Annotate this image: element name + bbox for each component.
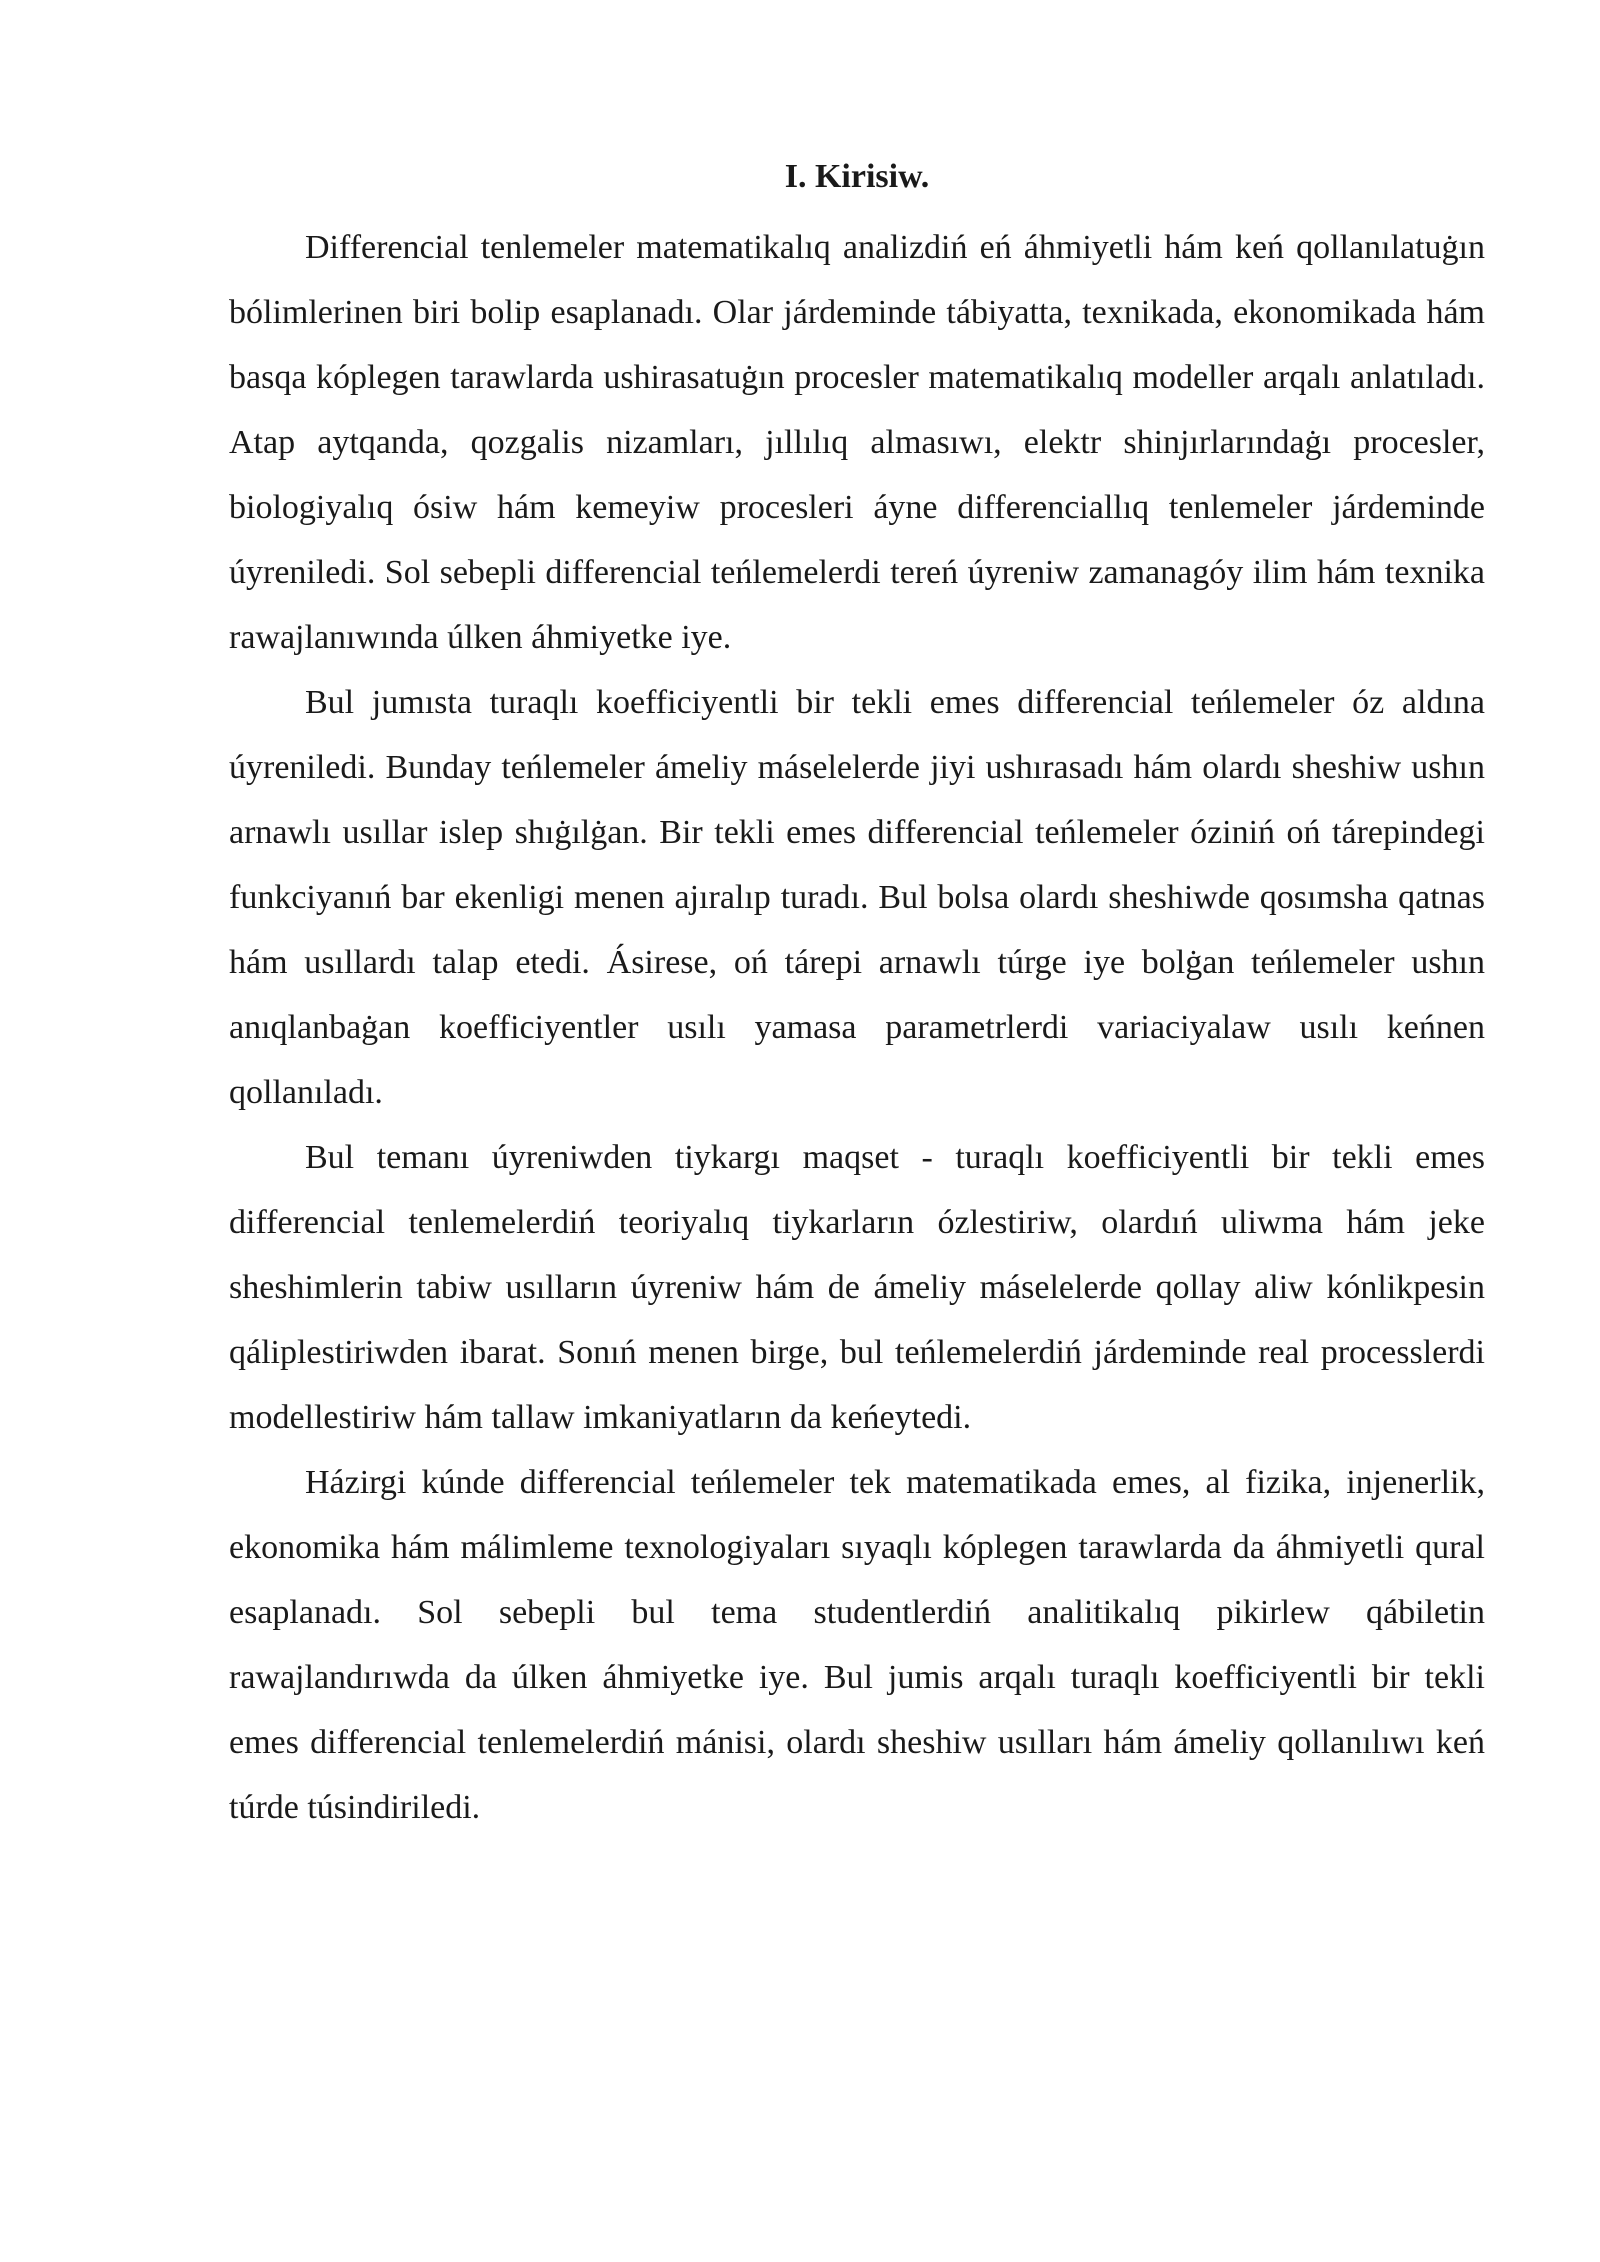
paragraph-4: Házirgi kúnde differencial teńlemeler tek matematikada emes, al fizika, injenerlik, ekonomika hám málimleme texnologiyaları sıyaqlı kóplegen tarawlarda da áhmiyetli qural esaplanadı. Sol sebepli bul tema studentlerdiń analitikalıq pikirlew qábiletin rawajlandırıwda da úlken áhmiyetke iye. Bul jumis arqalı turaqlı koefficiyentli bir tekli emes differencial tenlemelerdiń mánisi, olardı sheshiw usılları hám ámeliy qollanılıwı keń túrde túsindiriledi. xyxy=(229,1464,1485,1826)
paragraph-1: Differencial tenlemeler matematikalıq analizdiń eń áhmiyetli hám keń qollanılatuġın bólimlerinen biri bolip esaplanadı. Olar járdeminde tábiyatta, texnikada, ekonomikada hám basqa kóplegen tarawlarda ushirasatuġın procesler matematikalıq modeller arqalı anlatıladı. Atap aytqanda, qozgalis nizamları, jıllılıq almasıwı, elektr shinjırlarındaġı procesler, biologiyalıq ósiw hám kemeyiw procesleri áyne differenciallıq tenlemeler járdeminde úyreniledi. Sol sebepli differencial teńlemelerdi tereń úyreniw zamanagóy ilim hám texnika rawajlanıwında úlken áhmiyetke iye. xyxy=(229,229,1485,656)
document-page xyxy=(229,150,1485,1840)
section-title: I. Kirisiw. xyxy=(784,158,930,195)
paragraph-2: Bul jumısta turaqlı koefficiyentli bir tekli emes differencial teńlemeler óz aldına úyreniledi. Bunday teńlemeler ámeliy máselelerde jiyi ushırasadı hám olardı sheshiw ushın arnawlı usıllar islep shıġılġan. Bir tekli emes differencial teńlemeler óziniń oń tárepindegi funkciyanıń bar ekenligi menen ajıralıp turadı. Bul bolsa olardı sheshiwde qosımsha qatnas hám usıllardı talap etedi. Ásirese, oń tárepi arnawlı túrge iye bolġan teńlemeler ushın anıqlanbaġan koefficiyentler usılı yamasa parametrlerdi variaciyalaw usılı keńnen qollanıladı. xyxy=(229,684,1485,1111)
paragraph-3: Bul temanı úyreniwden tiykargı maqset - turaqlı koefficiyentli bir tekli emes differencial tenlemelerdiń teoriyalıq tiykarların ózlestiriw, olardıń uliwma hám jeke sheshimlerin tabiw usılların úyreniw hám de ámeliy máselelerde qollay aliw kónlikpesin qáliplestiriwden ibarat. Sonıń menen birge, bul teńlemelerdiń járdeminde real processlerdi modellestiriw hám tallaw imkaniyatların da keńeytedi. xyxy=(229,1139,1485,1436)
